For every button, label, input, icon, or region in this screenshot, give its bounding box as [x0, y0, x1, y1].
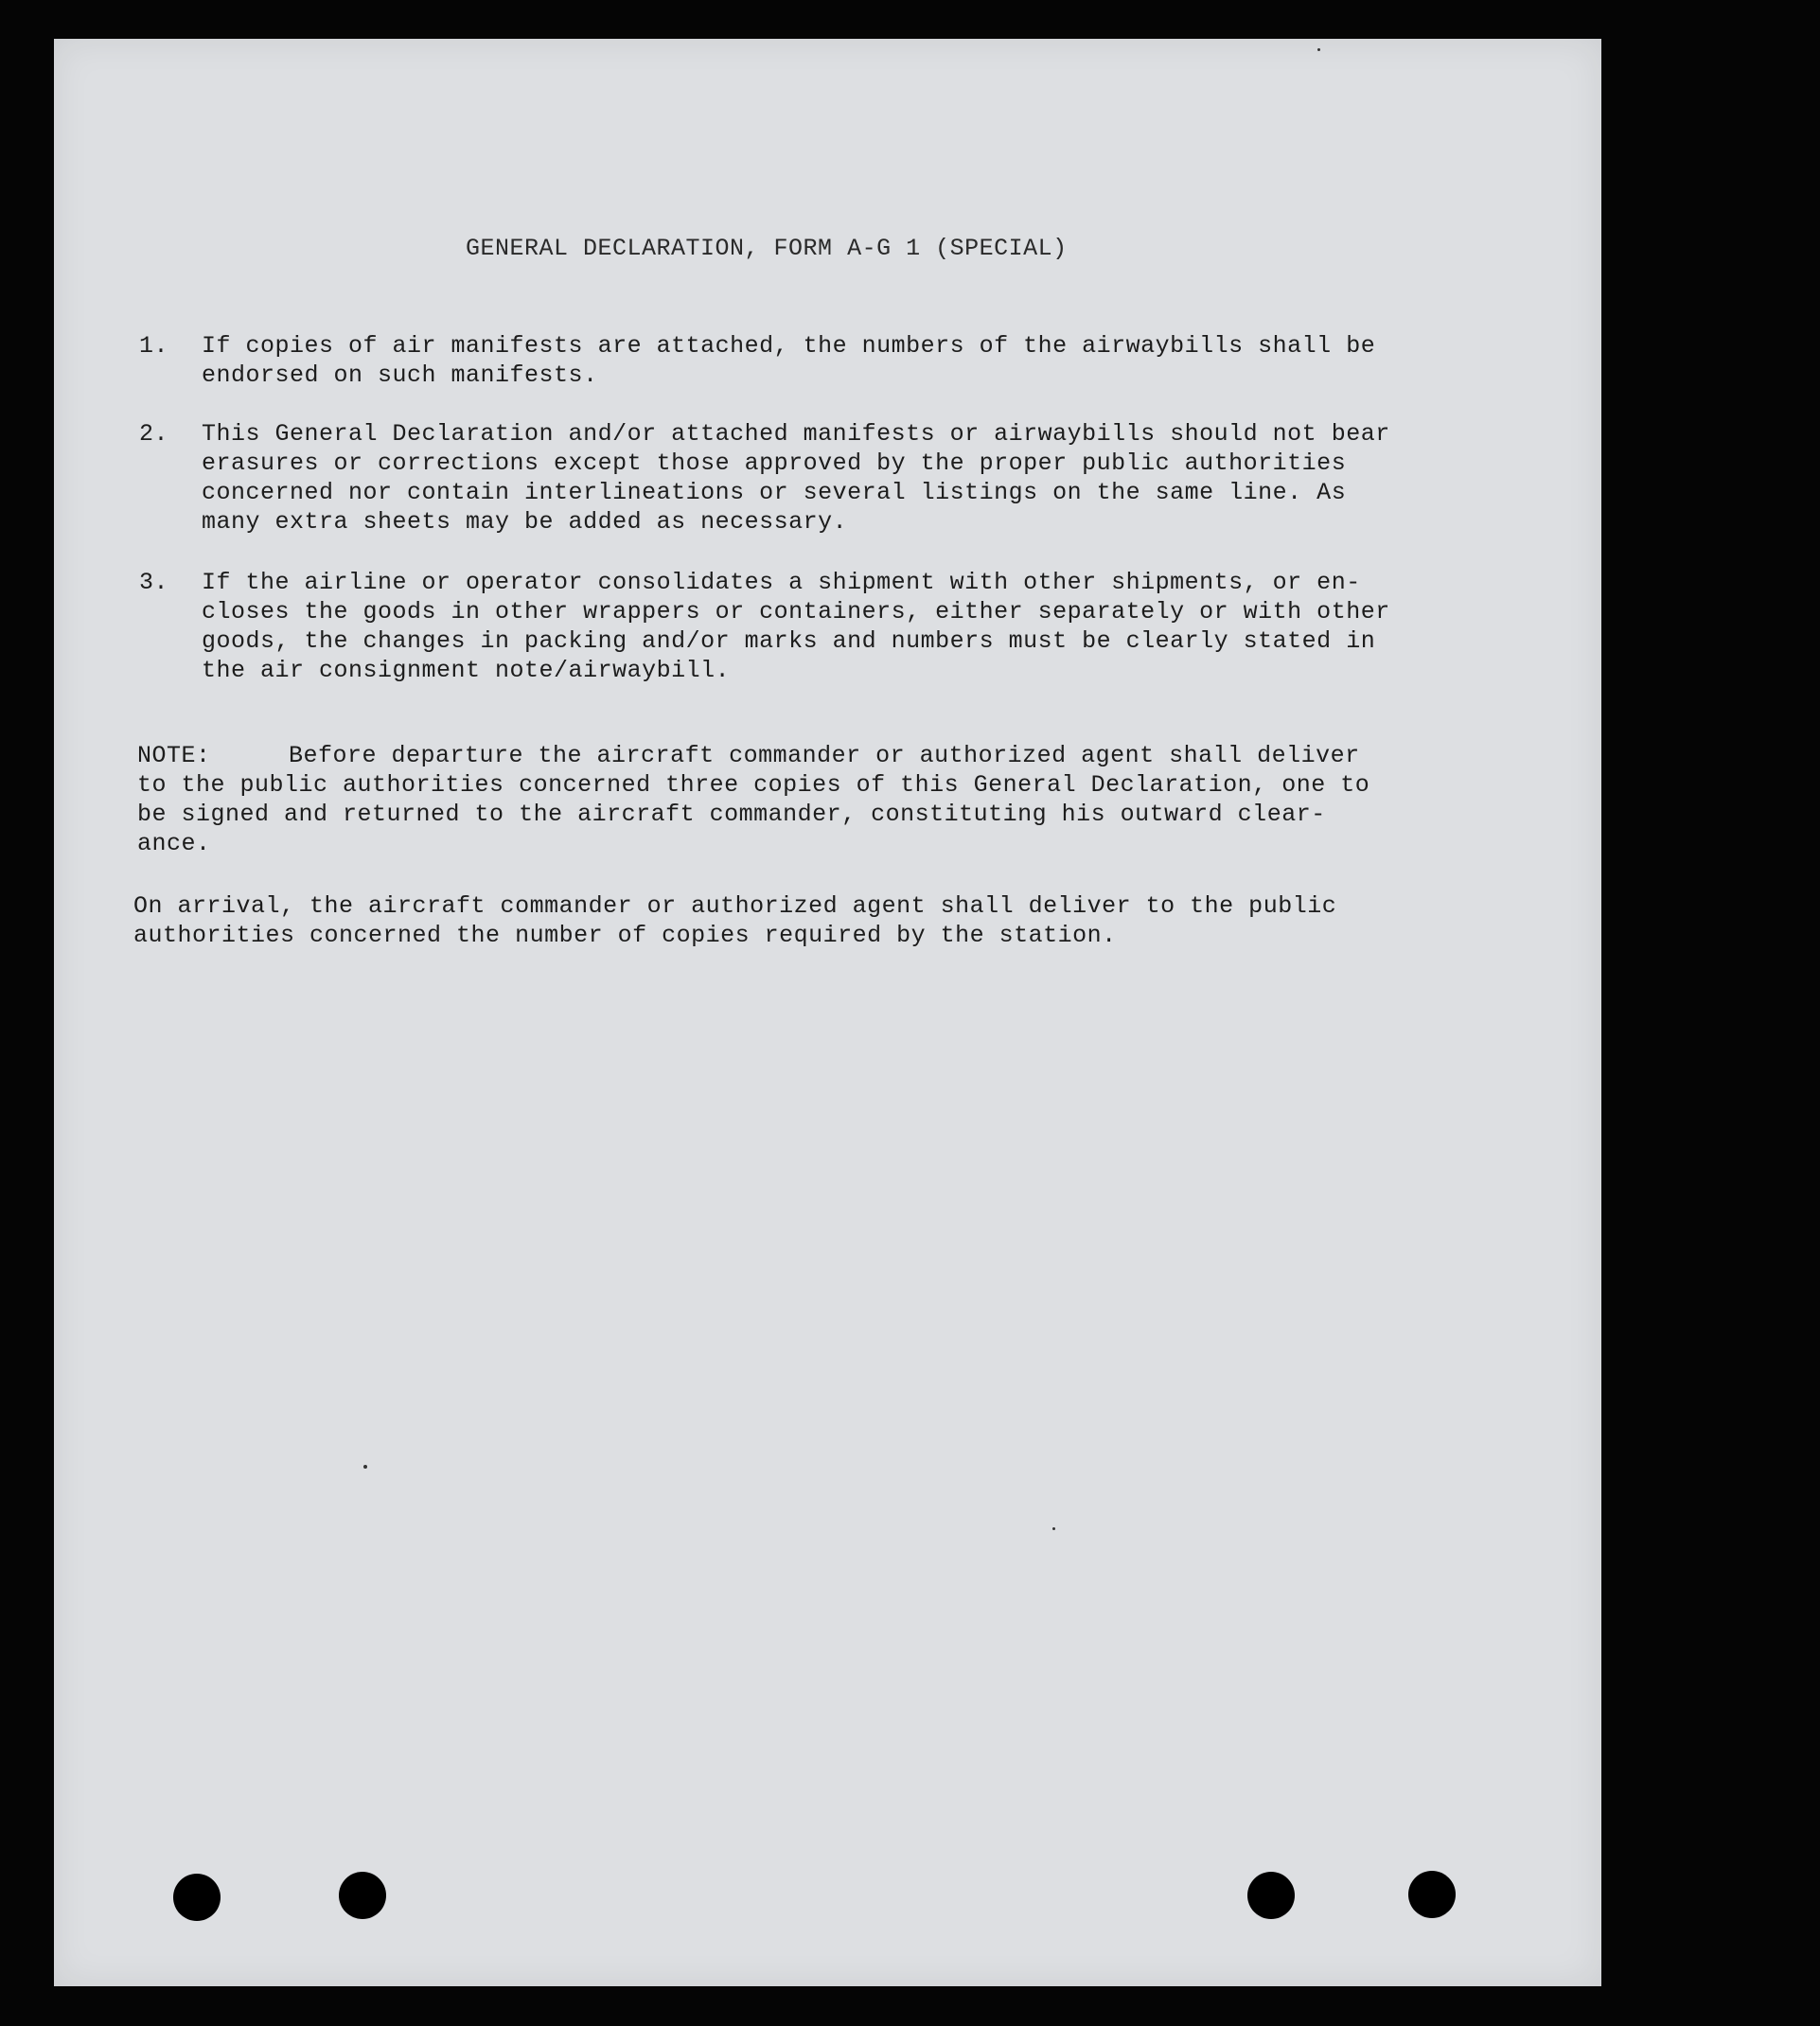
- item-number: 3.: [139, 569, 169, 596]
- paper-speck: [363, 1465, 367, 1469]
- item-line: If the airline or operator consolidates a shipment with other shipments, or en-: [202, 569, 1361, 596]
- item-text: [202, 568, 1390, 685]
- item-line: closes the goods in other wrappers or containers, either separately or with other: [202, 598, 1390, 625]
- punch-hole: [1408, 1871, 1456, 1918]
- paper-speck: [1317, 48, 1320, 51]
- item-text: [202, 331, 1375, 390]
- item-line: concerned nor contain interlineations or several listings on the same line. As: [202, 479, 1347, 506]
- item-line: erasures or corrections except those approved by the proper public authorities: [202, 449, 1347, 477]
- item-number: 1.: [139, 332, 169, 360]
- item-line: If copies of air manifests are attached, the numbers of the airwaybills shall be: [202, 332, 1376, 360]
- note-line: be signed and returned to the aircraft commander, constituting his outward clear-: [137, 801, 1326, 828]
- item-text: [202, 419, 1390, 537]
- item-line: goods, the changes in packing and/or marks and numbers must be clearly stated in: [202, 627, 1376, 655]
- item-line: the air consignment note/airwaybill.: [202, 657, 731, 684]
- note-line: to the public authorities concerned three copies of this General Declaration, one to: [137, 771, 1370, 799]
- note-label: NOTE:: [137, 742, 211, 769]
- punch-hole: [1247, 1872, 1295, 1919]
- note-first-text: Before departure the aircraft commander or authorized agent shall deliver: [289, 742, 1360, 769]
- punch-hole: [173, 1874, 221, 1921]
- note-paragraph: [137, 741, 1462, 858]
- item-line: This General Declaration and/or attached manifests or airwaybills should not bear: [202, 420, 1390, 448]
- arrival-paragraph: [133, 891, 1458, 950]
- arrival-line: On arrival, the aircraft commander or authorized agent shall deliver to the public: [133, 892, 1337, 920]
- paper-speck: [1052, 1527, 1055, 1530]
- document-title: GENERAL DECLARATION, FORM A-G 1 (SPECIAL): [466, 235, 1068, 262]
- note-line: ance.: [137, 830, 211, 857]
- item-line: endorsed on such manifests.: [202, 361, 598, 389]
- item-number: 2.: [139, 420, 169, 448]
- arrival-line: authorities concerned the number of copies required by the station.: [133, 922, 1117, 949]
- item-line: many extra sheets may be added as necessary.: [202, 508, 848, 536]
- note-first-line: [137, 741, 1462, 770]
- punch-hole: [339, 1872, 386, 1919]
